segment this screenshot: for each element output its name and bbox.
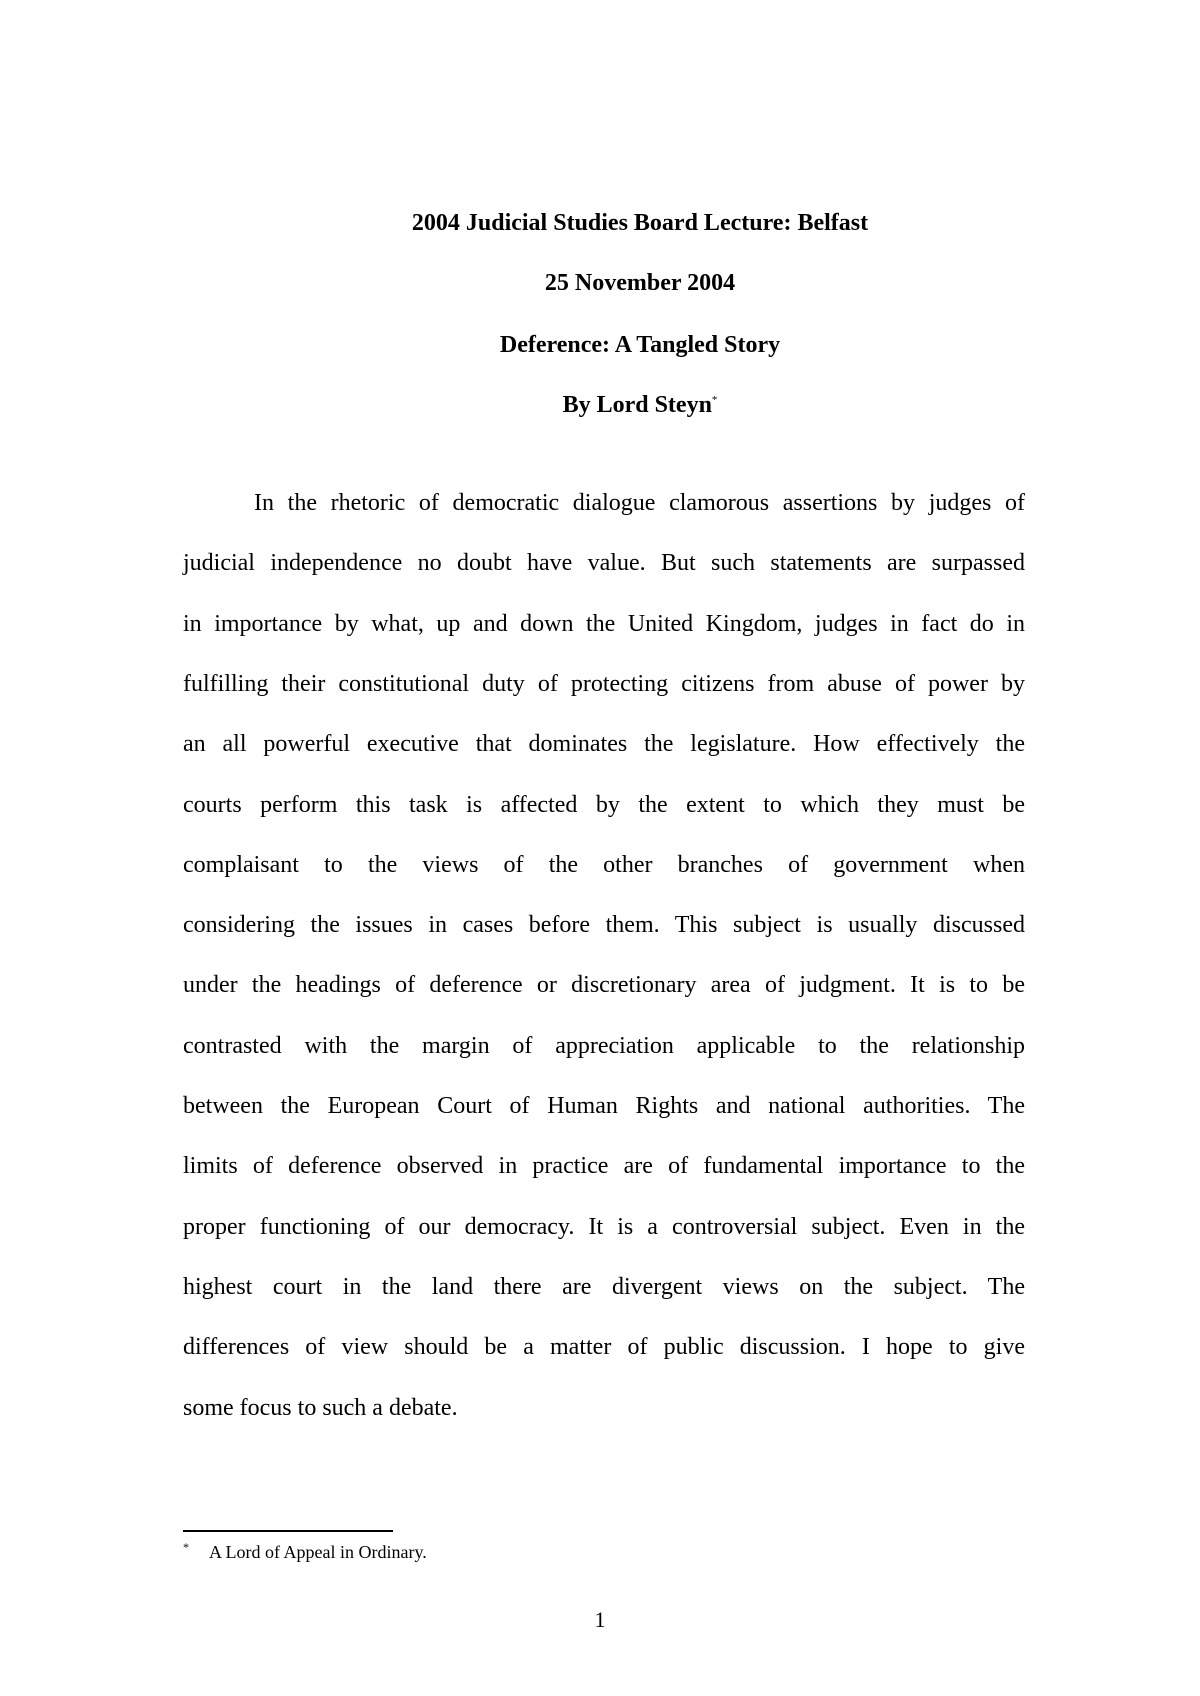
- body-line: highest court in the land there are divergent views on the subject. The: [183, 1274, 1025, 1300]
- lecture-subtitle: Deference: A Tangled Story: [499, 332, 781, 358]
- page-number: 1: [594, 1607, 606, 1632]
- body-line: contrasted with the margin of appreciation applicable to the relationship: [183, 1033, 1025, 1059]
- lecture-title: 2004 Judicial Studies Board Lecture: Belfast: [411, 210, 869, 236]
- author-footnote-marker: *: [711, 394, 718, 406]
- author-name: By Lord Steyn: [562, 392, 712, 418]
- body-line: proper functioning of our democracy. It is a controversial subject. Even in the: [183, 1214, 1025, 1240]
- body-line: between the European Court of Human Rights and national authorities. The: [183, 1093, 1025, 1119]
- body-line: considering the issues in cases before them. This subject is usually discussed: [183, 912, 1025, 938]
- body-line: fulfilling their constitutional duty of protecting citizens from abuse of power by: [183, 671, 1025, 697]
- footnote: * A Lord of Appeal in Ordinary.: [183, 1540, 427, 1562]
- body-line: under the headings of deference or discretionary area of judgment. It is to be: [183, 972, 1025, 998]
- body-line: complaisant to the views of the other branches of government when: [183, 852, 1025, 878]
- body-line: judicial independence no doubt have value. But such statements are surpassed: [183, 550, 1025, 576]
- body-line: in importance by what, up and down the United Kingdom, judges in fact do in: [183, 611, 1025, 637]
- body-line: an all powerful executive that dominates the legislature. How effectively the: [183, 731, 1025, 757]
- body-line: limits of deference observed in practice are of fundamental importance to the: [183, 1153, 1025, 1179]
- lecture-date: 25 November 2004: [544, 270, 736, 296]
- body-line: In the rhetoric of democratic dialogue clamorous assertions by judges of: [254, 490, 1025, 516]
- footnote-text: A Lord of Appeal in Ordinary.: [209, 1542, 427, 1562]
- lecture-author: [0, 390, 1200, 420]
- body-line: courts perform this task is affected by the extent to which they must be: [183, 792, 1025, 818]
- body-line: some focus to such a debate.: [183, 1395, 458, 1421]
- footnote-separator: [183, 1530, 393, 1532]
- body-line: differences of view should be a matter of public discussion. I hope to give: [183, 1334, 1025, 1360]
